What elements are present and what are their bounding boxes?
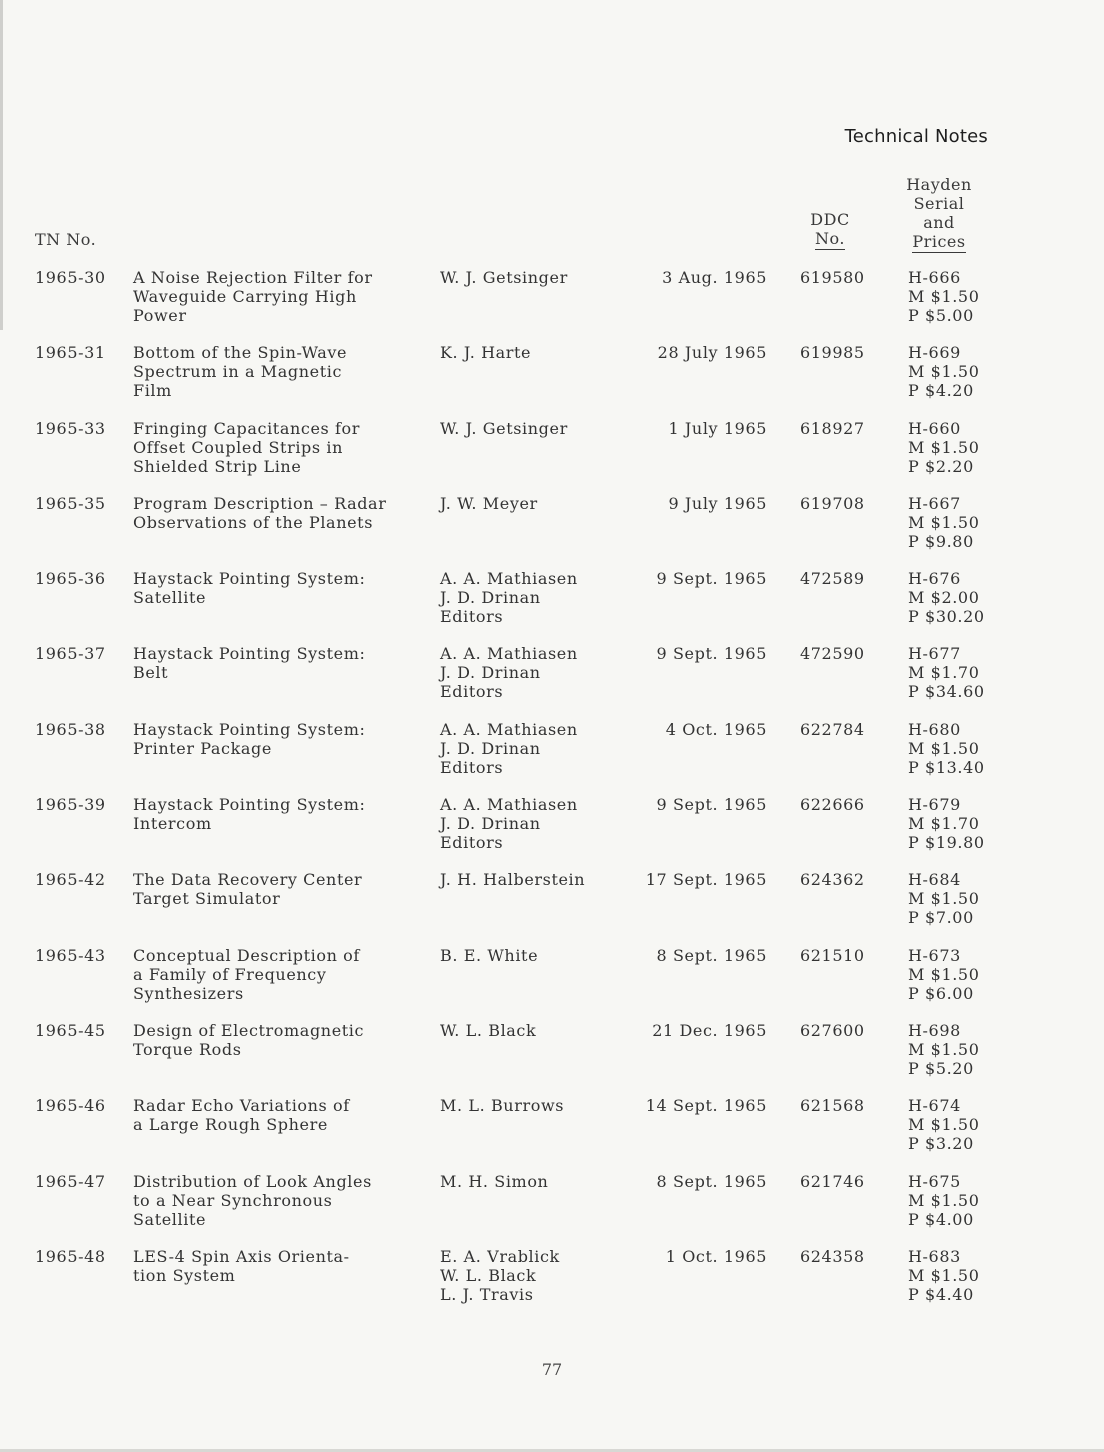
tn-number: 1965-47 xyxy=(35,1171,106,1191)
tn-number: 1965-39 xyxy=(35,795,106,815)
note-author: M. H. Simon xyxy=(440,1171,549,1191)
ddc-number: 619708 xyxy=(800,493,865,513)
hayden-serial-prices: H-673 M $1.50 P $6.00 xyxy=(908,945,980,1003)
table-row xyxy=(0,494,1104,569)
note-author: W. J. Getsinger xyxy=(440,268,568,287)
page-number: 77 xyxy=(541,1360,563,1379)
ddc-number: 622666 xyxy=(800,795,865,815)
header-ddc-line1: DDC xyxy=(810,210,850,229)
hayden-serial-prices: H-679 M $1.70 P $19.80 xyxy=(908,795,985,853)
table-row xyxy=(0,419,1104,494)
hayden-serial-prices: H-674 M $1.50 P $3.20 xyxy=(908,1096,980,1154)
note-date: 28 July 1965 xyxy=(657,343,767,363)
tn-number: 1965-38 xyxy=(35,719,106,739)
note-date: 9 July 1965 xyxy=(668,493,767,513)
note-date: 21 Dec. 1965 xyxy=(652,1020,767,1040)
ddc-number: 622784 xyxy=(800,719,865,739)
ddc-number: 621746 xyxy=(800,1171,865,1191)
header-ddc-no xyxy=(800,210,860,250)
tn-number: 1965-46 xyxy=(35,1096,106,1116)
table-row xyxy=(0,1247,1104,1322)
hayden-serial-prices: H-684 M $1.50 P $7.00 xyxy=(908,870,980,928)
header-tn-no: TN No. xyxy=(35,230,97,249)
tn-number: 1965-30 xyxy=(35,268,106,287)
ddc-number: 619985 xyxy=(800,343,865,363)
note-date: 8 Sept. 1965 xyxy=(656,1171,767,1191)
note-author: A. A. Mathiasen J. D. Drinan Editors xyxy=(440,795,578,853)
hayden-serial-prices: H-676 M $2.00 P $30.20 xyxy=(908,569,985,627)
header-hayden-line4: Prices xyxy=(912,232,966,251)
table-row xyxy=(0,1021,1104,1096)
ddc-number: 472589 xyxy=(800,569,865,589)
header-ddc-line2: No. xyxy=(815,229,845,248)
note-title: Radar Echo Variations of a Large Rough Sphere xyxy=(133,1096,350,1135)
note-title: Design of Electromagnetic Torque Rods xyxy=(133,1020,365,1059)
note-author: J. H. Halberstein xyxy=(440,870,586,890)
tn-number: 1965-45 xyxy=(35,1020,106,1040)
table-row xyxy=(0,1172,1104,1247)
tn-number: 1965-37 xyxy=(35,644,106,664)
tn-number: 1965-31 xyxy=(35,343,106,363)
table-row xyxy=(0,343,1104,418)
note-date: 14 Sept. 1965 xyxy=(645,1096,767,1116)
tn-number: 1965-33 xyxy=(35,418,106,438)
note-title: Distribution of Look Angles to a Near Synchronous Satellite xyxy=(133,1171,372,1229)
hayden-serial-prices: H-660 M $1.50 P $2.20 xyxy=(908,418,980,476)
note-title: Haystack Pointing System: Belt xyxy=(133,644,366,683)
hayden-serial-prices: H-698 M $1.50 P $5.20 xyxy=(908,1020,980,1078)
note-title: Haystack Pointing System: Satellite xyxy=(133,569,366,608)
note-title: Bottom of the Spin-Wave Spectrum in a Magnetic Film xyxy=(133,343,348,401)
ddc-number: 627600 xyxy=(800,1020,865,1040)
header-hayden-line2: Serial xyxy=(913,194,965,213)
note-date: 9 Sept. 1965 xyxy=(656,569,767,589)
header-hayden-line1: Hayden xyxy=(906,175,972,194)
note-title: Program Description – Radar Observations of the Planets xyxy=(133,493,387,532)
table-row xyxy=(0,644,1104,719)
header-hayden-line3: and xyxy=(923,213,955,232)
hayden-serial-prices: H-667 M $1.50 P $9.80 xyxy=(908,493,980,551)
tn-number: 1965-36 xyxy=(35,569,106,589)
table-row xyxy=(0,720,1104,795)
note-author: W. L. Black xyxy=(440,1020,537,1040)
header-hayden-prices xyxy=(900,175,978,253)
note-author: A. A. Mathiasen J. D. Drinan Editors xyxy=(440,644,578,702)
note-title: LES-4 Spin Axis Orienta- tion System xyxy=(133,1246,350,1285)
technical-notes-table xyxy=(0,268,1104,1322)
table-row xyxy=(0,870,1104,945)
note-title: Haystack Pointing System: Printer Package xyxy=(133,719,366,758)
note-author: E. A. Vrablick W. L. Black L. J. Travis xyxy=(440,1246,560,1304)
ddc-number: 621510 xyxy=(800,945,865,965)
ddc-number: 472590 xyxy=(800,644,865,664)
note-author: K. J. Harte xyxy=(440,343,532,363)
note-author: A. A. Mathiasen J. D. Drinan Editors xyxy=(440,719,578,777)
note-date: 9 Sept. 1965 xyxy=(656,795,767,815)
hayden-serial-prices: H-669 M $1.50 P $4.20 xyxy=(908,343,980,401)
hayden-serial-prices: H-675 M $1.50 P $4.00 xyxy=(908,1171,980,1229)
note-author: M. L. Burrows xyxy=(440,1096,565,1116)
note-author: W. J. Getsinger xyxy=(440,418,568,438)
section-title: Technical Notes xyxy=(844,126,988,147)
ddc-number: 618927 xyxy=(800,418,865,438)
note-author: J. W. Meyer xyxy=(440,493,538,513)
note-title: Haystack Pointing System: Intercom xyxy=(133,795,366,834)
tn-number: 1965-43 xyxy=(35,945,106,965)
table-row xyxy=(0,268,1104,343)
note-date: 1 July 1965 xyxy=(668,418,767,438)
note-title: Fringing Capacitances for Offset Coupled Strips in Shielded Strip Line xyxy=(133,418,361,476)
tn-number: 1965-48 xyxy=(35,1246,106,1266)
note-title: The Data Recovery Center Target Simulator xyxy=(133,870,363,909)
ddc-number: 621568 xyxy=(800,1096,865,1116)
note-date: 4 Oct. 1965 xyxy=(665,719,767,739)
hayden-serial-prices: H-666 M $1.50 P $5.00 xyxy=(908,268,980,325)
ddc-number: 624362 xyxy=(800,870,865,890)
note-author: B. E. White xyxy=(440,945,539,965)
note-date: 3 Aug. 1965 xyxy=(662,268,767,287)
table-row xyxy=(0,795,1104,870)
ddc-number: 619580 xyxy=(800,268,865,287)
note-title: A Noise Rejection Filter for Waveguide Carrying High Power xyxy=(133,268,373,325)
table-row xyxy=(0,569,1104,644)
note-date: 1 Oct. 1965 xyxy=(665,1246,767,1266)
table-row xyxy=(0,946,1104,1021)
note-author: A. A. Mathiasen J. D. Drinan Editors xyxy=(440,569,578,627)
hayden-serial-prices: H-677 M $1.70 P $34.60 xyxy=(908,644,985,702)
note-date: 17 Sept. 1965 xyxy=(645,870,767,890)
ddc-number: 624358 xyxy=(800,1246,865,1266)
note-date: 9 Sept. 1965 xyxy=(656,644,767,664)
note-title: Conceptual Description of a Family of Frequency Synthesizers xyxy=(133,945,360,1003)
tn-number: 1965-35 xyxy=(35,493,106,513)
tn-number: 1965-42 xyxy=(35,870,106,890)
hayden-serial-prices: H-683 M $1.50 P $4.40 xyxy=(908,1246,980,1304)
hayden-serial-prices: H-680 M $1.50 P $13.40 xyxy=(908,719,985,777)
table-row xyxy=(0,1096,1104,1171)
note-date: 8 Sept. 1965 xyxy=(656,945,767,965)
